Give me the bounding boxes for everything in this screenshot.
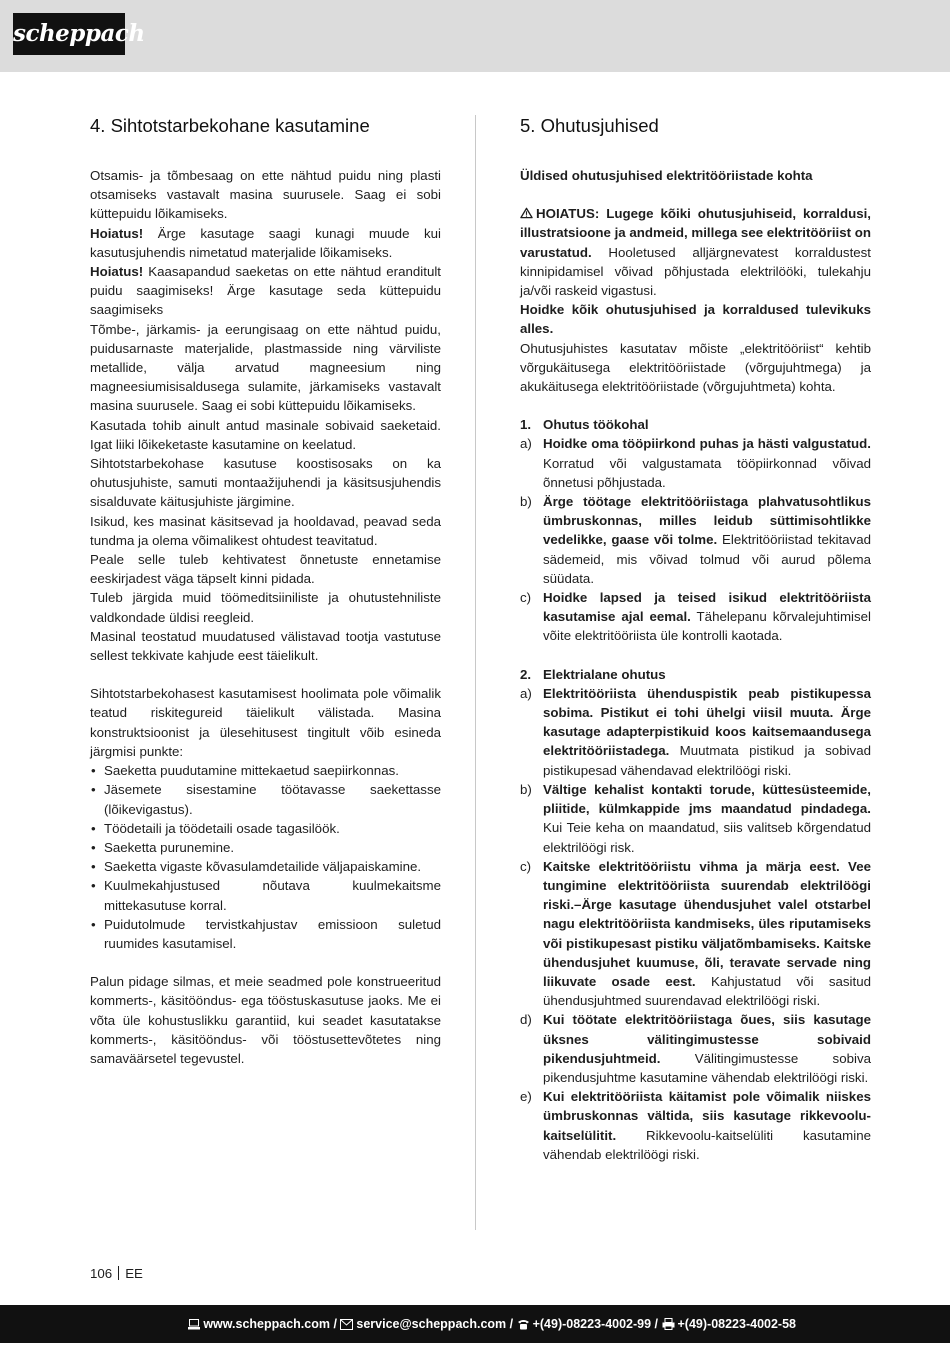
section-number: 2. [520, 666, 532, 682]
paragraph-text: Isikud, kes masinat käsitsevad ja hooldavad, peavad seda tundma ja olema võimalikest ohtudest teavitatud. [90, 513, 441, 548]
brand-logo: scheppach [13, 13, 125, 55]
intended-use-paragraph [90, 588, 441, 626]
item-body [543, 1010, 871, 1087]
warning-text: Hooletused alljärgnevatest korraldustest kinnipidamisel võivad põhjustada elektrilööki, tulekahju ja/või raskeid vigastusi. [520, 244, 871, 299]
risk-item: • Saeketta purunemine. [90, 838, 441, 857]
safety-item [520, 780, 871, 857]
risk-item: • Puidutolmude tervistkahjustav emissioon suletud ruumides kasutamisel. [90, 915, 441, 953]
paragraph-text: Sihtotstarbekohase kasutuse koostisosaks on ka ohutusjuhiste, samuti montaažijuhendi ja käsitsusjuhendis sisalduvate käitusjuhiste järgimine. [90, 456, 441, 510]
paragraph-text: Ärge kasutage saagi kunagi muude kui kasutusjuhendis nimetatud materjalide lõikamiseks. [90, 225, 441, 260]
page-number [90, 1265, 143, 1283]
footer-phone[interactable]: +(49)-08223-4002-99 [532, 1317, 652, 1331]
item-bold-text: Vältige kehalist kontakti torude, küttesüsteemide, pliitide, külmkappide jms maandatud pindadega. [543, 781, 871, 817]
paragraph-text: Peale selle tuleb kehtivatest õnnetuste ennetamise eeskirjadest väga täpselt kinni pidada. [90, 552, 441, 587]
footer-email[interactable]: service@scheppach.com [356, 1317, 507, 1331]
risk-item: • Töödetaili ja töödetaili osade tagasilöök. [90, 819, 441, 838]
warning-triangle-icon [520, 207, 533, 219]
item-text: Tähelepanu kõrvalejuhtimisel võite elektritööriista üle kontrolli kaotada. [543, 609, 872, 644]
item-body [543, 857, 871, 1011]
intended-use-paragraph [90, 262, 441, 320]
left-column [90, 112, 441, 1068]
item-text: Korratud või valgustamata tööpiirkonnad võivad õnnetusi põhjustada. [543, 455, 871, 490]
item-body [543, 588, 871, 646]
general-safety-subtitle: Üldised ohutusjuhised elektritööriistade kohta [520, 168, 813, 183]
item-letter: b) [520, 781, 532, 797]
paragraph-text: Otsamis- ja tõmbesaag on ette nähtud puidu ning plasti otsamiseks vastavalt masina suurusele. Saag ei sobi küttepuidu lõikamiseks. [90, 168, 441, 222]
risk-intro: Sihtotstarbekohasest kasutamisest hoolimata pole võimalik teatud riskitegureid täielikult välistada. Masina konstruktsioonist ja ülesehitusest tingitult võib esineda järgmisi punkte: [90, 686, 441, 759]
item-bold-text: Kaitske elektritööriistu vihma ja märja eest. Vee tungimine elektritööriista suurendab elektrilöögi riski.–Ärge kasutage ühendusjuhet valel otstarbel nagu elektritööriista kandmiseks, üles riputamiseks või pistikupesast pistiku väljatõmbamiseks. Kaitske ühendusjuhet kuumuse, õli, teravate servade ning liikuvate osade eest. [543, 858, 871, 989]
item-bold-text: Ärge töötage elektritööriistaga plahvatusohtlikus ümbruskonnas, milles leidub süttimisohtlikke vedelikke, gaase või tolme. [543, 494, 871, 548]
page-language: EE [125, 1266, 143, 1281]
intended-use-paragraph [90, 627, 441, 665]
item-bold-text: Kui töötate elektritööriistaga õues, siis kasutage üksnes välitingimustesse sobivaid pikendusjuhtmeid. [543, 1012, 871, 1066]
safety-item [520, 434, 871, 492]
intended-use-paragraph [90, 454, 441, 512]
item-body [543, 780, 871, 857]
section-5-title: 5. Ohutusjuhised [520, 115, 659, 136]
item-text: Välitingimustesse sobiva pikendusjuhtme kasutamine vähendab elektrilöögi riski. [543, 1050, 871, 1085]
item-text: Muutmata pistikud ja sobivad pistikupesad vähendavad elektrilöögi riski. [543, 743, 871, 778]
paragraph-text: Tuleb järgida muid töömeditsiiniliste ja ohutustehniliste valdkondade üldisi reegleid. [90, 590, 441, 625]
item-letter: a) [520, 436, 532, 452]
intended-use-paragraph [90, 166, 441, 224]
item-bold-text: Kui elektritööriista käitamist pole võimalik niiskes ümbruskonnas vältida, siis kasutage rikkevoolu-kaitselülitit. [543, 1089, 871, 1143]
risk-item: • Kuulmekahjustused nõutava kuulmekaitsme mittekasutuse korral. [90, 876, 441, 914]
definition-paragraph: Ohutusjuhistes kasutatav mõiste „elektritööriist“ kehtib võrgukäitusega elektritööriistade (võrgujuhtmega) ja akukäitusega elektritööriistade (võrgujuhtmeta) kohta. [520, 340, 871, 395]
intended-use-paragraph [90, 512, 441, 550]
warning-label: Hoiatus! [90, 264, 144, 280]
item-letter: e) [520, 1089, 532, 1105]
intended-use-paragraph [90, 224, 441, 262]
section-title: Ohutus töökohal [543, 417, 649, 433]
fax-icon [662, 1307, 675, 1345]
safety-item [520, 588, 871, 646]
intended-use-paragraph [90, 416, 441, 454]
item-letter: a) [520, 685, 532, 701]
intended-use-paragraphs [90, 166, 441, 665]
safety-section-heading [520, 665, 871, 684]
email-icon [340, 1307, 353, 1345]
risk-list [90, 761, 441, 953]
item-text: Kahjustatud või sasitud ühendusjuhtmed suurendavad elektrilöögi riski. [543, 973, 871, 1009]
paragraph-text: Kasutada tohib ainult antud masinale sobivaid saeketaid. Igat liiki lõikeketaste kasutamine on keelatud. [90, 417, 441, 452]
risk-item: • Saeketta puudutamine mittekaetud saepiirkonnas. [90, 761, 441, 780]
item-bold-text: Elektritööriista ühenduspistik peab pistikupessa sobima. Pistikut ei tohi ühelgi viisil muuta. Ärge kasutage adapterpistikuid koos kaitsemaandusega elektritööriistadega. [543, 685, 871, 759]
section-title: Elektrialane ohutus [543, 666, 666, 682]
item-text: Kui Teie keha on maandatud, siis valitseb kõrgendatud elektrilöögi risk. [543, 820, 871, 855]
item-body [543, 434, 871, 492]
phone-icon [517, 1307, 530, 1345]
item-body [543, 1087, 871, 1164]
safety-item [520, 1087, 871, 1164]
safety-sections [520, 396, 871, 1164]
safety-item [520, 857, 871, 1011]
safety-item [520, 1010, 871, 1087]
item-letter: d) [520, 1012, 532, 1028]
item-bold-text: Hoidke oma tööpiirkond puhas ja hästi valgustatud. [543, 436, 871, 452]
item-letter: c) [520, 858, 532, 874]
risk-item: • Jäsemete sisestamine töötavasse saekettasse (lõikevigastus). [90, 780, 441, 818]
paragraph-text: Tõmbe-, järkamis- ja eerungisaag on ette nähtud puidu, puidusarnaste materjalide, plastmasside ning värviliste metallide, välja arvatud magneesium ning magneesiumisisaldusega sulamite, järkamiseks vastavalt masina suurusele. Saag ei sobi küttepuidu lõikamiseks. [90, 321, 441, 414]
warning-label: Hoiatus! [90, 225, 144, 241]
item-bold-text: Hoidke lapsed ja teised isikud elektritööriista kasutamise ajal eemal. [543, 590, 871, 625]
item-text: Elektritööriistad tekitavad sädemeid, mis võivad tolmud või aurud põlema süüdata. [543, 532, 871, 586]
intended-use-paragraph [90, 550, 441, 588]
warning-paragraph [520, 204, 871, 300]
intended-use-paragraph [90, 320, 441, 416]
item-letter: b) [520, 494, 532, 510]
footer-website[interactable]: www.scheppach.com [203, 1317, 330, 1331]
warning-bold: HOIATUS: Lugege kõiki ohutusjuhiseid, korraldusi, illustratsioone ja andmeid, millega see elektritööriist on varustatud. [520, 206, 871, 260]
item-text: Rikkevoolu-kaitselüliti kasutamine vähendab elektrilöögi riski. [543, 1127, 871, 1162]
header-bar [0, 0, 950, 72]
risk-item: • Saeketta vigaste kõvasulamdetailide väljapaiskamine. [90, 857, 441, 876]
column-divider [475, 115, 476, 1230]
footer-fax[interactable]: +(49)-08223-4002-58 [677, 1317, 796, 1331]
paragraph-text: Kaasapandud saeketas on ette nähtud eranditult puidu saagimiseks! Ärge kasutage seda küttepuidu saagimiseks [90, 264, 441, 318]
footer-bar: www.scheppach.com / service@scheppach.com / +(49)-08223-4002-99 / +(49)-08223-4002-58 [0, 1305, 950, 1343]
keep-instructions: Hoidke kõik ohutusjuhised ja korraldused tulevikuks alles. [520, 302, 871, 337]
safety-item [520, 684, 871, 780]
closing-paragraph: Palun pidage silmas, et meie seadmed pole konstrueeritud kommerts-, käsitööndus- ega tööstuskasutuse jaoks. Me ei võta üle kohustuslikku garantiid, kui seadet kasutatakse kommerts-, käsitööndus- või tööstusettevõtetes ning samaväärsetel tegevustel. [90, 974, 441, 1066]
item-letter: c) [520, 590, 532, 606]
section-4-title: 4. Sihtotstarbekohane kasutamine [90, 115, 370, 136]
section-number: 1. [520, 417, 532, 433]
safety-item [520, 492, 871, 588]
paragraph-text: Masinal teostatud muudatused välistavad tootja vastutuse sellest tekkivate kahjude eest täielikult. [90, 628, 441, 664]
page-number-value: 106 [90, 1266, 113, 1281]
safety-section-heading [520, 415, 871, 434]
right-column [520, 112, 871, 1164]
item-body [543, 492, 871, 588]
item-body [543, 684, 871, 780]
computer-icon [188, 1307, 200, 1345]
